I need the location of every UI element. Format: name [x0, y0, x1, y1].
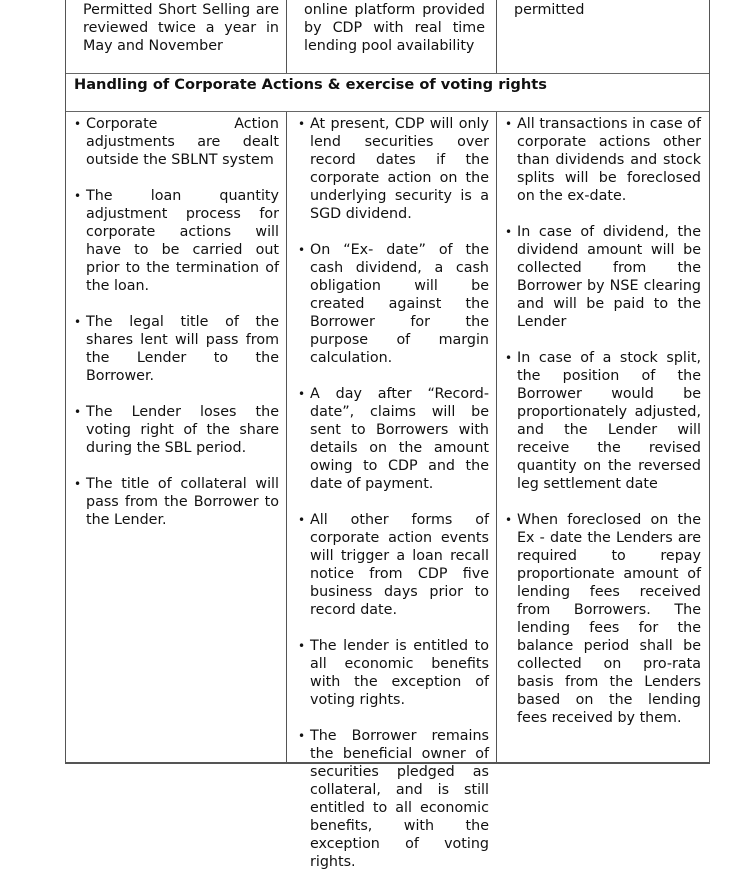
- list-item: • The title of collateral will pass from the Borrower to the Lender.: [74, 475, 279, 529]
- bullet-list: [505, 115, 701, 727]
- list-item: • The legal title of the shares lent will pass from the Lender to the Borrower.: [74, 313, 279, 385]
- bullet-list: [74, 115, 279, 529]
- list-item: • All other forms of corporate action events will trigger a loan recall notice from CDP five business days prior to record date.: [298, 511, 489, 619]
- comparison-table: [65, 0, 710, 870]
- table-row-corporate-actions: [66, 111, 709, 870]
- list-item: • When foreclosed on the Ex - date the Lenders are required to repay proportionate amount of lending fees received from Borrowers. The lending fees for the balance period shall be collected on pro-rata basis from the Lenders based on the lending fees received by them.: [505, 511, 701, 727]
- table-row-short-selling: [66, 0, 709, 73]
- list-item: • Corporate Action adjustments are dealt outside the SBLNT system: [74, 115, 279, 169]
- list-item: • The lender is entitled to all economic benefits with the exception of voting rights.: [298, 637, 489, 709]
- table-cell: online platform provided by CDP with real time lending pool availability: [287, 0, 497, 73]
- bullet-list: [295, 115, 489, 871]
- table-cell: permitted: [514, 2, 585, 18]
- table-cell: [497, 112, 709, 762]
- list-item: • At present, CDP will only lend securities over record dates if the corporate action on the underlying security is a SGD dividend.: [298, 115, 489, 223]
- list-item: • In case of a stock split, the position of the Borrower would be proportionately adjusted, and the Lender will receive the revised quantity on the reversed leg settlement date: [505, 349, 701, 493]
- section-heading: Handling of Corporate Actions & exercise of voting rights: [74, 76, 547, 93]
- list-item: • On “Ex- date” of the cash dividend, a cash obligation will be created against the Borrower for the purpose of margin calculation.: [298, 241, 489, 367]
- list-item: • All transactions in case of corporate actions other than dividends and stock splits will be foreclosed on the ex-date.: [505, 115, 701, 205]
- table-cell: [66, 112, 287, 762]
- section-header-row: [66, 73, 709, 111]
- list-item: • A day after “Record-date”, claims will be sent to Borrowers with details on the amount owing to CDP and the date of payment.: [298, 385, 489, 493]
- table-cell: [287, 112, 497, 870]
- list-item: • In case of dividend, the dividend amount will be collected from the Borrower by NSE clearing and will be paid to the Lender: [505, 223, 701, 331]
- list-item: • The loan quantity adjustment process for corporate actions will have to be carried out prior to the termination of the loan.: [74, 187, 279, 295]
- list-item: • The Borrower remains the beneficial owner of securities pledged as collateral, and is still entitled to all economic benefits, with the exception of voting rights.: [298, 727, 489, 871]
- list-item: • The Lender loses the voting right of the share during the SBL period.: [74, 403, 279, 457]
- table-cell: Permitted Short Selling are reviewed twice a year in May and November: [66, 0, 287, 73]
